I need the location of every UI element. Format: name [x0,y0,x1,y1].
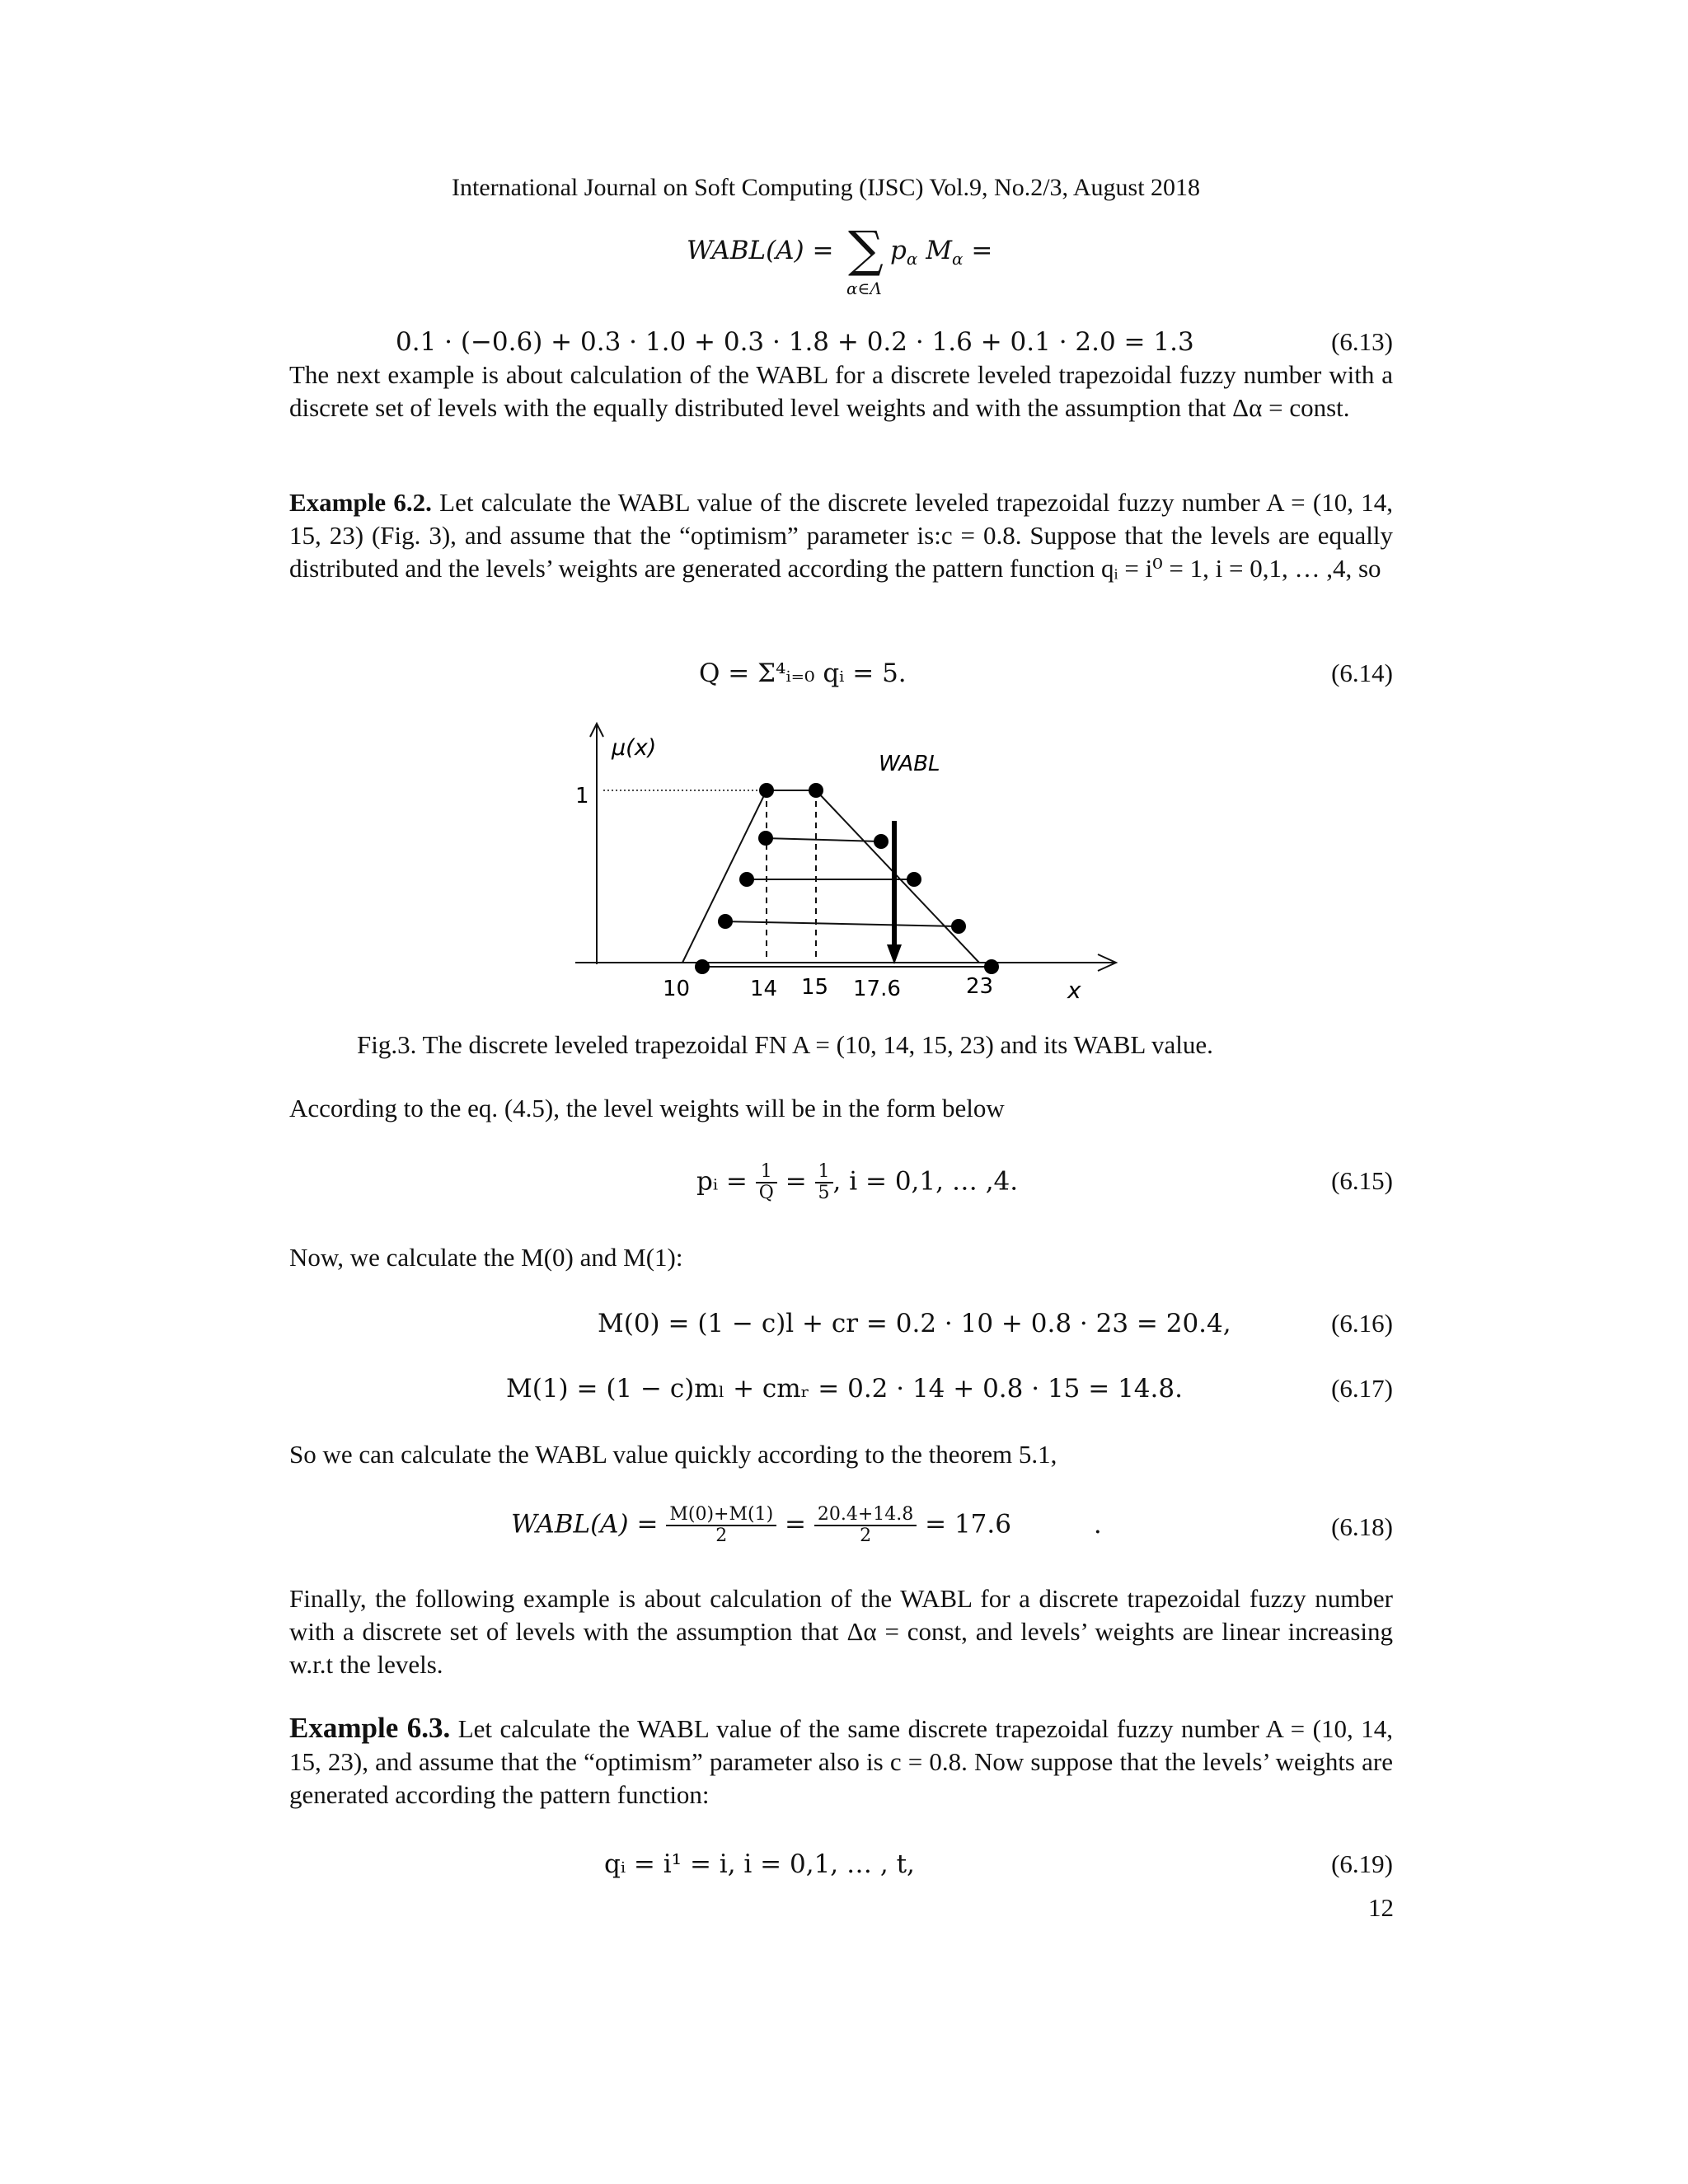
eqno-6-17: (6.17) [1331,1374,1393,1403]
eq-wabl-rhs: $p_\alpha$ $M_\alpha$ = [890,236,993,269]
page-number: 12 [1368,1893,1394,1922]
x-tick-10: 10 [663,977,691,1001]
trapezoid-outline [682,790,979,963]
x-axis-label: x [1067,977,1081,1004]
x-tick-14: 14 [750,977,778,1001]
y-tick-1: 1 [575,784,589,808]
point-level2-left [739,872,754,887]
point-level1-right [951,919,966,934]
example-6-2-text: Let calculate the WABL value of the discrete leveled trapezoidal fuzzy number A = (10, 14, 15, 23) (Fig. 3), and assume that the “optimism” parameter is:c = 0.8. Suppose that the levels are equally distributed and the levels’ weights are generated according the pattern function qᵢ = i⁰ = 1, i = 0,1, … ,4, so [289,488,1393,583]
y-axis-label: μ(x) [612,735,657,761]
point-level3-left [758,831,773,846]
example-6-3 [289,1712,1393,1811]
eqno-6-16: (6.16) [1331,1309,1393,1338]
eqno-6-13: (6.13) [1331,327,1393,356]
equation-6-14: Q = Σ⁴ᵢ₌₀ qᵢ = 5. [699,658,907,688]
point-level4-left [759,783,774,798]
point-level3-right [874,834,889,849]
paragraph-level-weights: According to the eq. (4.5), the level weights will be in the form below [289,1094,1005,1122]
point-level2-right [907,872,921,887]
x-tick-17-6: 17.6 [853,977,901,1001]
example-6-3-text: Let calculate the WABL value of the same discrete trapezoidal fuzzy number A = (10, 14, 15, 23), and assume that the “optimism” parameter also is c = 0.8. Now suppose that the levels’ weights are generated according the pattern function: [289,1714,1393,1809]
sum-subscript: α∈Λ [846,279,882,298]
figure-caption: Fig.3. The discrete leveled trapezoidal FN A = (10, 14, 15, 23) and its WABL value. [357,1030,1213,1059]
x-tick-23: 23 [966,974,994,999]
equation-6-16: M(0) = (1 − c)l + cr = 0.2 · 10 + 0.8 · 23 = 20.4, [598,1309,1231,1338]
equation-6-17: M(1) = (1 − c)mₗ + cmᵣ = 0.2 · 14 + 0.8 · 15 = 14.8. [506,1374,1183,1404]
example-6-2-label: Example 6.2. [289,488,432,517]
equation-wabl-sum [687,221,1033,303]
point-level4-right [809,783,823,798]
figure-trapezoidal-fn [560,715,1154,1024]
sum-symbol: ∑ [848,221,884,279]
point-level1-left [718,914,733,929]
equation-6-19: qᵢ = i¹ = i, i = 0,1, … , t, [604,1849,915,1879]
running-header: International Journal on Soft Computing (IJSC) Vol.9, No.2/3, August 2018 [452,174,1201,201]
level-line-1 [725,921,957,926]
equation-6-18: WABL(A) = $\frac{M(0)+M(1)}{2}$ = $\frac{20.4+14.8}{2}$ = 17.6 . [511,1504,1102,1546]
eqno-6-19: (6.19) [1331,1849,1393,1878]
paragraph-theorem: So we can calculate the WABL value quickly according to the theorem 5.1, [289,1440,1057,1469]
wabl-label: WABL [879,752,940,776]
equation-6-13: 0.1 · (−0.6) + 0.3 · 1.0 + 0.3 · 1.8 + 0.2 · 1.6 + 0.1 · 2.0 = 1.3 [396,327,1194,357]
paragraph-intro-example: The next example is about calculation of the WABL for a discrete leveled trapezoidal fuzzy number with a discrete set of levels with the equally distributed level weights and with the assumption that Δα = const. [289,360,1393,422]
example-6-3-label: Example 6.3. [289,1712,451,1744]
eqno-6-18: (6.18) [1331,1512,1393,1541]
equation-6-15: pᵢ = $\frac{1}{Q}$ = $\frac{1}{5}$ , i = 0,1, … ,4. [696,1161,1019,1203]
x-tick-15: 15 [801,975,829,1000]
eqno-6-14: (6.14) [1331,658,1393,687]
paragraph-final-example: Finally, the following example is about calculation of the WABL for a discrete trapezoidal fuzzy number with a discrete set of levels with the assumption that Δα = const, and levels’ weights are linear increasing w.r.t the levels. [289,1584,1393,1679]
point-level0-left [695,959,710,974]
eqno-6-15: (6.15) [1331,1166,1393,1195]
wabl-arrowhead [887,944,902,964]
paragraph-calc-m: Now, we calculate the M(0) and M(1): [289,1243,683,1272]
example-6-2 [289,486,1393,585]
point-level0-right [984,959,999,974]
eq-wabl-lhs: WABL(A) = [687,236,842,265]
